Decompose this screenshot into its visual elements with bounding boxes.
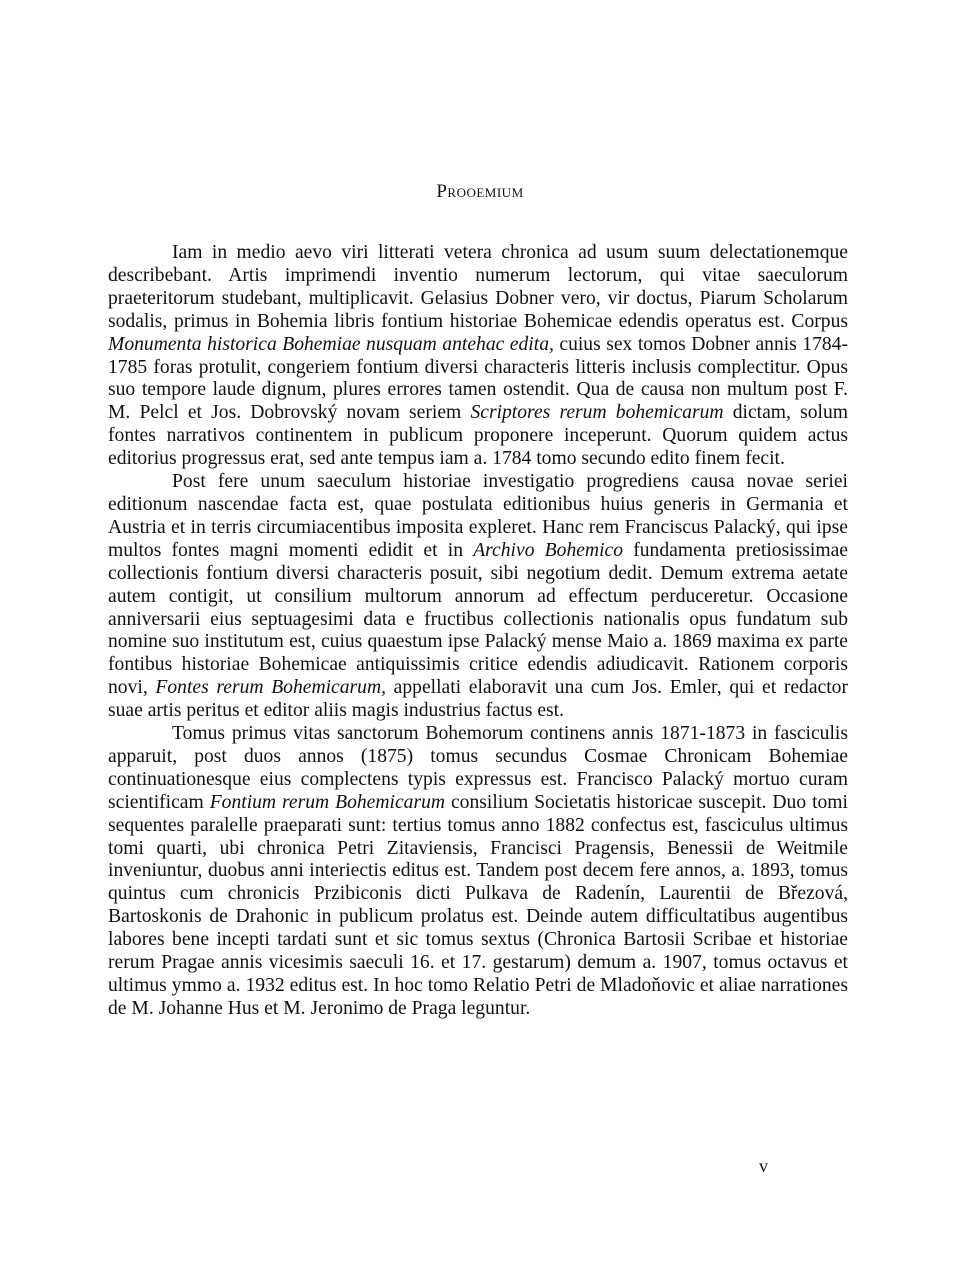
italic-title: Fontium rerum Bohemicarum	[209, 791, 446, 813]
paragraph	[108, 471, 848, 723]
text-run: fundamenta pretiosissimae collectionis fontium diversi characteris posuit, sibi negotium dedit. Demum extrema aetate autem contigit, ut consilium multorum annorum ad effectum perduceretur. Occasione anniversarii eius septuagesimi data e fructibus collectionis nationalis opus fundatum sub nomine suo institutum est, cuius quaestum ipse Palacký mense Maio a. 1869 maxima ex parte fontibus historiae Bohemicae antiquissimis critice edendis adiudicavit. Rationem corporis novi,	[108, 539, 848, 699]
text-run: cuius sex tomos Dobner annis 1784-1785 foras protulit, congeriem fontium diversi characteris litteris inclusis complectitur. Opus suo tempore laude dignum, plures errores tamen ostendit. Qua de causa non multum post F. M. Pelcl et Jos. Dobrovský novam seriem	[108, 333, 848, 424]
page-number: v	[759, 1156, 768, 1176]
paragraph	[108, 242, 848, 471]
italic-title: Monumenta historica Bohemiae nusquam antehac edita,	[108, 333, 554, 355]
italic-title: Scriptores rerum bohemicarum	[470, 402, 724, 424]
text-run: Iam in medio aevo viri litterati vetera chronica ad usum suum delectationemque describebant. Artis imprimendi inventio numerum lectorum, qui vitae saeculorum praeteritorum studebant, multiplicavit. Gelasius Dobner vero, vir doctus, Piarum Scholarum sodalis, primus in Bohemia libris fontium historiae Bohemicae edendis operatus est. Corpus	[108, 242, 848, 332]
italic-title: Archivo Bohemico	[473, 539, 624, 561]
text-run: appellati elaboravit una cum Jos. Emler, qui et redactor suae artis peritus et editor aliis magis industrius factus est.	[108, 677, 848, 722]
text-run: consilium Societatis historicae suscepit. Duo tomi sequentes paralelle praeparati sunt: tertius tomus anno 1882 confectus est, fasciculus ultimus tomi quarti, ubi chronica Petri Zitaviensis, Francisci Pragensis, Benessii de Weitmile inveniuntur, duobus anni interiectis editus est. Tandem post decem fere annos, a. 1893, tomus quintus cum chronicis Przibiconis dicti Pulkava de Radenín, Laurentii de Březová, Bartoskonis de Drahonic in publicum prolatus est. Deinde autem difficultatibus augentibus labores bene incepti tardati sunt et sic tomus sextus (Chronica Bartosii Scribae et historiae rerum Pragae annis vicesimis saeculi 16. et 17. gestarum) demum a. 1907, tomus octavus et ultimus ymmo a. 1932 editus est. In hoc tomo Relatio Petri de Mladoňovic et aliae narrationes de M. Johanne Hus et M. Jeronimo de Praga leguntur.	[108, 791, 848, 1019]
page-title: Prooemium	[436, 181, 524, 202]
italic-title: Fontes rerum Bohemicarum,	[155, 677, 387, 699]
text-run: Post fere unum saeculum historiae investigatio progrediens causa novae seriei editionum nascendae facta est, quae postulata editionibus huius generis in Germania et Austria et in terris circumiacentibus imposita expleret. Hanc rem Franciscus Palacký, qui ipse multos fontes magni momenti edidit et in	[108, 471, 848, 561]
body-text	[108, 242, 848, 1021]
text-run: Tomus primus vitas sanctorum Bohemorum continens annis 1871-1873 in fasciculis apparuit, post duos annos (1875) tomus secundus Cosmae Chronicam Bohemiae continuationesque eius complectens typis expressus est. Francisco Palacký mortuo curam scientificam	[108, 723, 848, 813]
paragraph	[108, 723, 848, 1021]
text-run: dictam, solum fontes narrativos continentem in publicum proponere inceperunt. Quorum quidem actus editorius progressus erat, sed ante tempus iam a. 1784 tomo secundo edito finem fecit.	[108, 402, 849, 470]
